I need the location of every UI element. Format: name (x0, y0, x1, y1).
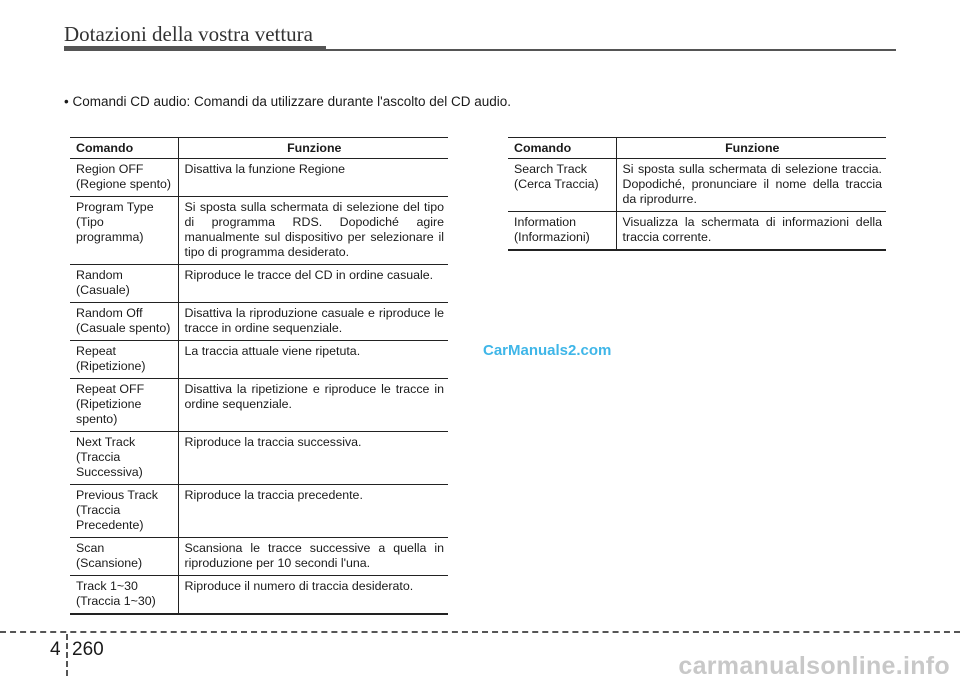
header-rule-thin (326, 49, 896, 51)
function-cell: Disattiva la funzione Regione (178, 159, 448, 197)
column-header-function: Funzione (178, 138, 448, 159)
function-cell: Scansiona le tracce successive a quella in riproduzione per 10 secondi l'una. (178, 538, 448, 576)
table-row (70, 159, 448, 197)
command-cell: Repeat (Ripetizione) (70, 341, 178, 379)
table-row (508, 212, 886, 251)
page-number: 260 (72, 639, 104, 660)
command-cell: Information (Informazioni) (508, 212, 616, 251)
function-cell: Riproduce le tracce del CD in ordine casuale. (178, 265, 448, 303)
command-cell: Previous Track (Traccia Precedente) (70, 485, 178, 538)
function-cell: Riproduce il numero di traccia desiderato. (178, 576, 448, 615)
command-cell: Region OFF (Regione spento) (70, 159, 178, 197)
command-cell: Scan (Scansione) (70, 538, 178, 576)
function-cell: La traccia attuale viene ripetuta. (178, 341, 448, 379)
table-row (508, 159, 886, 212)
table-row (70, 303, 448, 341)
header-rule-thick (64, 46, 326, 51)
footer-rule (0, 631, 960, 633)
intro-text: • Comandi CD audio: Comandi da utilizzare durante l'ascolto del CD audio. (64, 94, 512, 109)
table-row (70, 341, 448, 379)
function-cell: Disattiva la riproduzione casuale e riproduce le tracce in ordine sequenziale. (178, 303, 448, 341)
function-cell: Riproduce la traccia successiva. (178, 432, 448, 485)
table-row (70, 485, 448, 538)
table-row (70, 576, 448, 615)
command-cell: Random Off (Casuale spento) (70, 303, 178, 341)
section-number: 4 (50, 639, 61, 660)
footer-divider (66, 634, 68, 676)
command-cell: Next Track (Traccia Successiva) (70, 432, 178, 485)
function-cell: Visualizza la schermata di informazioni della traccia corrente. (616, 212, 886, 251)
command-cell: Program Type (Tipo programma) (70, 197, 178, 265)
commands-table-right (508, 137, 886, 251)
commands-table-left (70, 137, 448, 615)
column-header-command: Comando (70, 138, 178, 159)
command-cell: Track 1~30 (Traccia 1~30) (70, 576, 178, 615)
function-cell: Si sposta sulla schermata di selezione traccia. Dopodiché, pronunciare il nome della traccia da riprodurre. (616, 159, 886, 212)
table-row (70, 432, 448, 485)
table-row (70, 538, 448, 576)
page-header-title: Dotazioni della vostra vettura (64, 22, 313, 46)
function-cell: Si sposta sulla schermata di selezione del tipo di programma RDS. Dopodiché agire manualmente sul dispositivo per selezionare il tipo di programma desiderato. (178, 197, 448, 265)
function-cell: Disattiva la ripetizione e riproduce le tracce in ordine sequenziale. (178, 379, 448, 432)
command-cell: Search Track (Cerca Traccia) (508, 159, 616, 212)
footer-watermark: carmanualsonline.info (678, 652, 950, 680)
column-header-command: Comando (508, 138, 616, 159)
command-cell: Repeat OFF (Ripetizione spento) (70, 379, 178, 432)
function-cell: Riproduce la traccia precedente. (178, 485, 448, 538)
command-cell: Random (Casuale) (70, 265, 178, 303)
table-row (70, 197, 448, 265)
table-row (70, 265, 448, 303)
column-header-function: Funzione (616, 138, 886, 159)
watermark-logo: CarManuals2.com (483, 342, 612, 359)
table-row (70, 379, 448, 432)
